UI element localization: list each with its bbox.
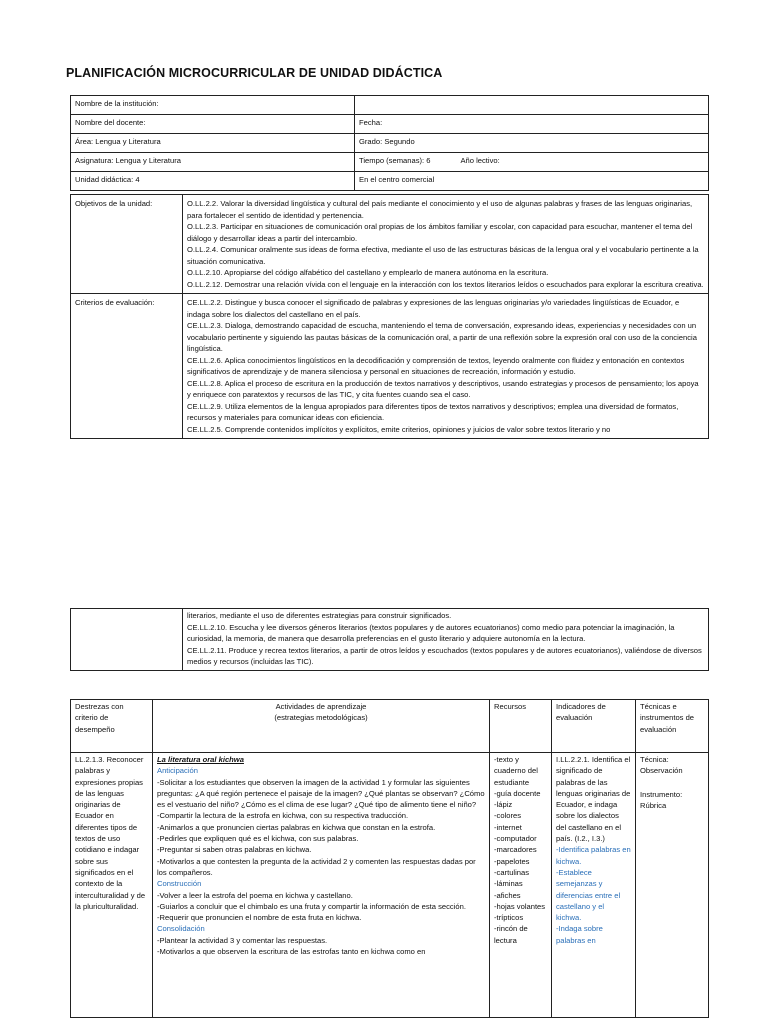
- tiempo-label: Tiempo (semanas): 6: [359, 156, 431, 165]
- tecnicas-cell: [636, 753, 709, 1018]
- criterion-item: CE.LL.2.5. Comprende contenidos implícitos y explícitos, emite criterios, opiniones y juicios de valor sobre textos literario y no: [187, 424, 611, 434]
- instrument-text: Instrumento: Rúbrica: [640, 789, 683, 810]
- info-cell: [355, 96, 709, 115]
- criterion-item: CE.LL.2.11. Produce y recrea textos literarios, a partir de otros leídos y escuchados (textos populares y de autores ecuatorianos), valiéndose de diversos medios y recursos (incluidas las TIC).: [187, 645, 702, 666]
- activity-line: -Compartir la lectura de la estrofa en kichwa, con su respectiva traducción.: [157, 811, 409, 821]
- objectives-label: Objetivos de la unidad:: [71, 195, 183, 294]
- info-cell: [355, 153, 709, 172]
- info-cell: Unidad didáctica: 4: [71, 172, 355, 191]
- resource-item: -hojas volantes: [494, 901, 546, 911]
- criteria-continuation: [183, 609, 709, 671]
- destreza-text: LL.2.1.3. Reconocer palabras y expresiones propias de las lenguas originarias de Ecuador en diferentes tipos de textos de uso cotidiano e indagar sobre sus significados en el contexto de la interculturalidad y de la pluriculturalidad.: [75, 755, 146, 911]
- info-cell: En el centro comercial: [355, 172, 709, 191]
- activity-topic: La literatura oral kichwa: [157, 755, 244, 764]
- info-cell: Fecha:: [355, 115, 709, 134]
- resource-item: -láminas: [494, 879, 523, 889]
- table-row: [71, 172, 709, 191]
- recursos-cell: [490, 753, 552, 1018]
- indicator-main: I.LL.2.2.1. Identifica el significado de palabras de las lenguas originarias de Ecuador, e indaga sobre los dialectos del castellano en el país. (I.2., I.3.): [556, 755, 631, 844]
- objectives-list: [183, 195, 709, 294]
- info-cell: Nombre de la institución:: [71, 96, 355, 115]
- info-cell: Grado: Segundo: [355, 134, 709, 153]
- table-row: [71, 753, 709, 1018]
- objective-item: O.LL.2.12. Demostrar una relación vívida con el lenguaje en la interacción con los textos literarios leídos o escuchados para explorar la escritura creativa.: [187, 279, 704, 289]
- table-row: [71, 609, 709, 671]
- activity-line: -Animarlos a que pronuncien ciertas palabras en kichwa que constan en la estrofa.: [157, 822, 436, 832]
- indicator-sub: -Indaga sobre palabras en: [556, 924, 603, 945]
- resource-item: -colores: [494, 811, 522, 821]
- criterion-item: CE.LL.2.10. Escucha y lee diversos géneros literarios (textos populares y de autores ecuatorianos) como medio para potenciar la imaginación, la curiosidad, la memoria, de manera que desarrolla preferencias en el gusto literario y adquiere autonomía en la lectura.: [187, 622, 675, 643]
- resource-item: -lápiz: [494, 800, 513, 810]
- table-row: [71, 294, 709, 439]
- resource-item: -cartulinas: [494, 867, 530, 877]
- activity-line: -Motivarlos a que contesten la pregunta de la actividad 2 y comenten las respuestas dadas por los compañeros.: [157, 856, 476, 877]
- resource-item: -guía docente: [494, 788, 541, 798]
- table-row: [71, 153, 709, 172]
- empty-cell: [71, 609, 183, 671]
- activities-cell: [153, 753, 490, 1018]
- header-actividades-sub: (estrategias metodológicas): [274, 713, 368, 723]
- criterion-item: CE.LL.2.3. Dialoga, demostrando capacidad de escucha, manteniendo el tema de conversación, expresando ideas, experiencias y necesidades con un vocabulario pertinente y siguiendo las pautas básicas de la comunicación oral, a partir de una reflexión sobre la expresión oral con uso de la conciencia lingüística.: [187, 321, 697, 353]
- activity-line: -Motivarlos a que observen la escritura de las estrofas tanto en kichwa como en: [157, 947, 426, 957]
- criterion-item: literarios, mediante el uso de diferentes estrategias para construir significados.: [187, 611, 452, 620]
- indicator-sub: -Identifica palabras en kichwa.: [556, 845, 631, 866]
- criterion-item: CE.LL.2.9. Utiliza elementos de la lengua apropiados para diferentes tipos de textos narrativos y descriptivos; emplea una diversidad de formatos, recursos y materiales para comunicar ideas con eficiencia.: [187, 401, 679, 422]
- objective-item: O.LL.2.10. Apropiarse del código alfabético del castellano y emplearlo de manera autónoma en la escritura.: [187, 268, 549, 277]
- table-row: [71, 195, 709, 294]
- table-row: [71, 134, 709, 153]
- indicator-sub: -Establece semejanzas y diferencias entre el castellano y el kichwa.: [556, 867, 621, 923]
- objective-item: O.LL.2.3. Participar en situaciones de comunicación oral propias de los ámbitos familiar y escolar, con capacidad para escuchar, mantener el tema del diálogo y desarrollar ideas a partir del intercambio.: [187, 222, 693, 243]
- criterion-item: CE.LL.2.8. Aplica el proceso de escritura en la producción de textos narrativos y descriptivos, usando estrategias y procesos de pensamiento; los apoya y enriquece con paratextos y recursos de las TIC, y cita fuentes cuando sea el caso.: [187, 378, 699, 399]
- section-heading: Anticipación: [157, 766, 198, 776]
- header-actividades: [153, 700, 490, 753]
- header-destrezas: Destrezas con criterio de desempeño: [71, 700, 153, 753]
- activities-table: [70, 699, 709, 1018]
- activity-line: -Requerir que pronuncien el nombre de esta fruta en kichwa.: [157, 913, 362, 923]
- table-row: [71, 96, 709, 115]
- objectives-criteria-table: [70, 194, 709, 439]
- activity-line: -Plantear la actividad 3 y comentar las respuestas.: [157, 935, 328, 945]
- resource-item: -texto y cuaderno del estudiante: [494, 755, 538, 787]
- criteria-label: Criterios de evaluación:: [71, 294, 183, 439]
- technique-text: Técnica: Observación: [640, 755, 683, 776]
- resource-item: -afiches: [494, 890, 521, 900]
- page-title: PLANIFICACIÓN MICROCURRICULAR DE UNIDAD DIDÁCTICA: [66, 66, 443, 80]
- activity-line: -Preguntar si saben otras palabras en kichwa.: [157, 845, 312, 855]
- resource-item: -marcadores: [494, 845, 537, 855]
- resource-item: -trípticos: [494, 913, 524, 923]
- resource-item: -rincón de lectura: [494, 924, 528, 945]
- resource-item: -internet: [494, 822, 522, 832]
- destreza-cell: [71, 753, 153, 1018]
- activity-line: -Solicitar a los estudiantes que observen la imagen de la actividad 1 y formular las siguientes preguntas: ¿A qué región pertenece el paisaje de la imagen? ¿Qué plantas se observan? ¿Cómo es el vestuario del niño? ¿Cómo es el clima de ese lugar? ¿Qué tipo de alimento tiene el niño?: [157, 777, 485, 810]
- activity-line: -Pedirles que expliquen qué es el kichwa, con sus palabras.: [157, 834, 359, 844]
- indicadores-cell: [552, 753, 636, 1018]
- table-row: [71, 115, 709, 134]
- criterion-item: CE.LL.2.6. Aplica conocimientos lingüísticos en la decodificación y comprensión de textos, leyendo oralmente con fluidez y entonación en contextos significativos de aprendizaje y de manera silenciosa y personal en situaciones de recreación, información y estudio.: [187, 355, 685, 376]
- header-actividades-title: Actividades de aprendizaje: [275, 702, 367, 711]
- activity-line: -Guiarlos a concluir que el chimbalo es una fruta y compartir la información de esta sección.: [157, 901, 466, 911]
- info-cell: Nombre del docente:: [71, 115, 355, 134]
- resource-item: -papelotes: [494, 856, 530, 866]
- activity-line: -Volver a leer la estrofa del poema en kichwa y castellano.: [157, 890, 353, 900]
- objective-item: O.LL.2.2. Valorar la diversidad lingüística y cultural del país mediante el conocimiento y el uso de algunas palabras y frases de las lenguas originarias, para fortalecer el sentido de identidad y pertenencia.: [187, 199, 693, 220]
- header-recursos: Recursos: [490, 700, 552, 753]
- institution-info-table: [70, 95, 709, 191]
- criterion-item: CE.LL.2.2. Distingue y busca conocer el significado de palabras y expresiones de las lenguas originarias y/o variedades lingüísticas de Ecuador, e indaga sobre los dialectos del castellano en el país.: [187, 298, 680, 319]
- info-cell: Asignatura: Lengua y Literatura: [71, 153, 355, 172]
- section-heading: Consolidación: [157, 924, 205, 934]
- criteria-list: [183, 294, 709, 439]
- section-heading: Construcción: [157, 879, 202, 889]
- criteria-continuation-table: [70, 608, 709, 671]
- header-indicadores: Indicadores de evaluación: [552, 700, 636, 753]
- info-cell: Área: Lengua y Literatura: [71, 134, 355, 153]
- objective-item: O.LL.2.4. Comunicar oralmente sus ideas de forma efectiva, mediante el uso de las estructuras básicas de la lengua oral y el vocabulario pertinente a la situación comunicativa.: [187, 245, 699, 266]
- table-header-row: [71, 700, 709, 753]
- ano-lectivo-label: Año lectivo:: [460, 156, 500, 165]
- resource-item: -computador: [494, 834, 537, 844]
- header-tecnicas: Técnicas e instrumentos de evaluación: [636, 700, 709, 753]
